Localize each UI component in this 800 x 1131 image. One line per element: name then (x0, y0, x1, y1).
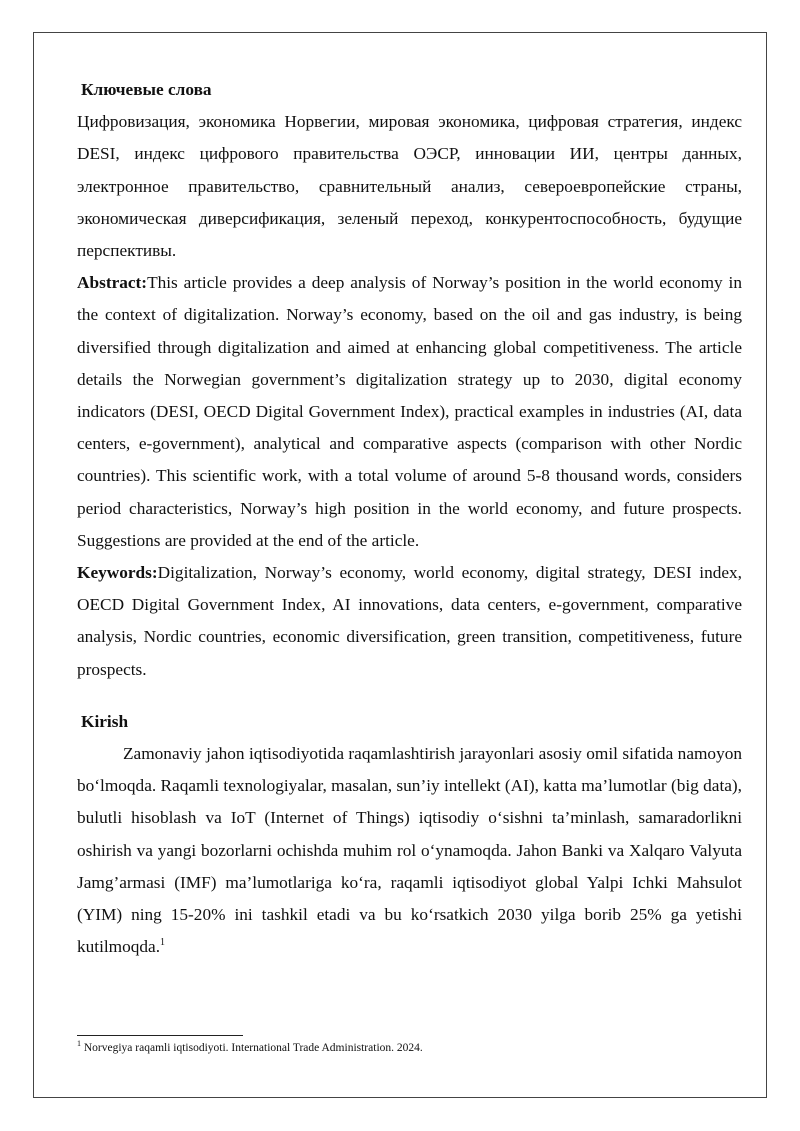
footnote-mark: 1 (77, 1039, 81, 1049)
intro-heading: Kirish (81, 711, 129, 731)
document-body (77, 74, 742, 963)
abstract-label: Abstract: (77, 273, 148, 293)
footnote-reference[interactable]: 1 (160, 937, 166, 949)
intro-text: Zamonaviy jahon iqtisodiyotida raqamlashtirish jarayonlari asosiy omil sifatida namoyon boʻlmoqda. Raqamli texnologiyalar, masalan, sun’iy intellekt (AI), katta ma’lumotlar (big data), bulutli hisoblash va IoT (Internet of Things) iqtisodiy oʻsishni ta’minlash, samaradorlikni oshirish va yangi bozorlarni ochishda muhim rol oʻynamoqda. Jahon Banki va Xalqaro Valyuta Jamg’armasi (IMF) ma’lumotlariga koʻra, raqamli iqtisodiyot global Yalpi Ichki Mahsulot (YIM) ning 15-20% ini tashkil etadi va bu koʻrsatkich 2030 yilga borib 25% ga yetishi kutilmoqda. (77, 744, 742, 957)
footnote (77, 1040, 423, 1056)
footnote-text: Norvegiya raqamli iqtisodiyoti. International Trade Administration. 2024. (83, 1042, 423, 1054)
intro-paragraph (77, 738, 742, 963)
keywords-en-paragraph (77, 557, 742, 686)
keywords-ru-text: Цифровизация, экономика Норвегии, мировая экономика, цифровая стратегия, индекс DESI, индекс цифрового правительства ОЭСР, инновации ИИ, центры данных, электронное правительство, сравнительный анализ, североевропейские страны, экономическая диверсификация, зеленый переход, конкурентоспособность, будущие перспективы. (77, 112, 742, 261)
abstract-paragraph (77, 267, 742, 557)
footnote-separator (77, 1035, 243, 1036)
abstract-text: This article provides a deep analysis of Norway’s position in the world economy in the context of digitalization. Norway’s economy, based on the oil and gas industry, is being diversified through digitalization and aimed at enhancing global competitiveness. The article details the Norwegian government’s digitalization strategy up to 2030, digital economy indicators (DESI, OECD Digital Government Index), practical examples in industries (AI, data centers, e-government), analytical and comparative aspects (comparison with other Nordic countries). This scientific work, with a total volume of around 5-8 thousand words, considers period characteristics, Norway’s high position in the world economy, and future prospects. Suggestions are provided at the end of the article. (77, 273, 742, 550)
keywords-en-text: Digitalization, Norway’s economy, world economy, digital strategy, DESI index, OECD Digital Government Index, AI innovations, data centers, e-government, comparative analysis, Nordic countries, economic diversification, green transition, competitiveness, future prospects. (77, 563, 742, 679)
keywords-ru-heading: Ключевые слова (81, 80, 212, 99)
keywords-en-label: Keywords: (77, 563, 158, 583)
